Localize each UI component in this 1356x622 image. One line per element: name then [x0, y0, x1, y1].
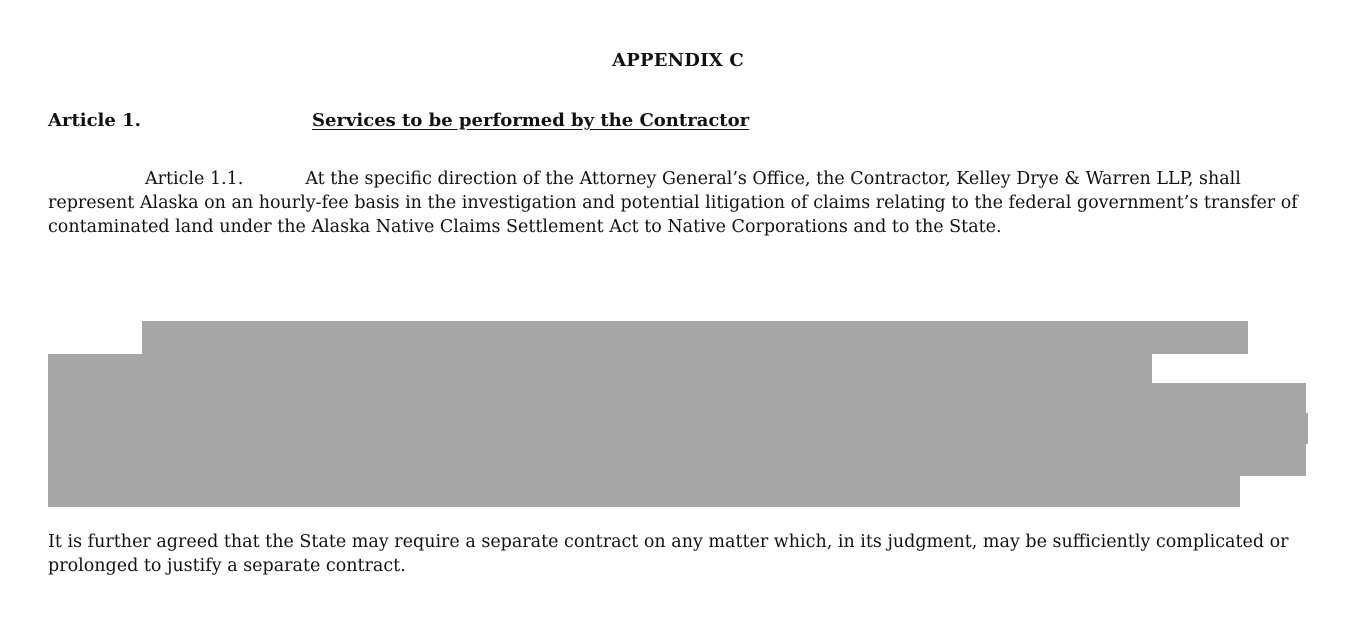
appendix-title: APPENDIX C — [612, 50, 744, 71]
article-1-1-text: At the specific direction of the Attorney General’s Office, the Contractor, Kelley Drye & Warren LLP, shall represent Alaska on an hourly-fee basis in the investigation and potential litigation of claims relating to the federal government’s transfer of contaminated land under the Alaska Native Claims Settlement Act to Native Corporations and to the State. — [48, 169, 1298, 237]
separate-contract-paragraph: It is further agreed that the State may require a separate contract on any matter which, in its judgment, may be sufficiently complicated or prolonged to justify a separate contract. — [48, 532, 1289, 576]
redaction-block — [48, 413, 1308, 444]
article-1-1-label: Article 1.1. — [145, 169, 244, 189]
redaction-block — [48, 476, 1240, 507]
article-name: Services to be performed by the Contractor — [312, 110, 750, 131]
redaction-block — [48, 383, 1306, 413]
article-number: Article 1. — [48, 110, 141, 131]
redaction-block — [48, 444, 1306, 476]
redaction-block — [142, 321, 1248, 354]
article-1-1-paragraph — [48, 167, 1312, 239]
redaction-block — [48, 354, 1152, 383]
